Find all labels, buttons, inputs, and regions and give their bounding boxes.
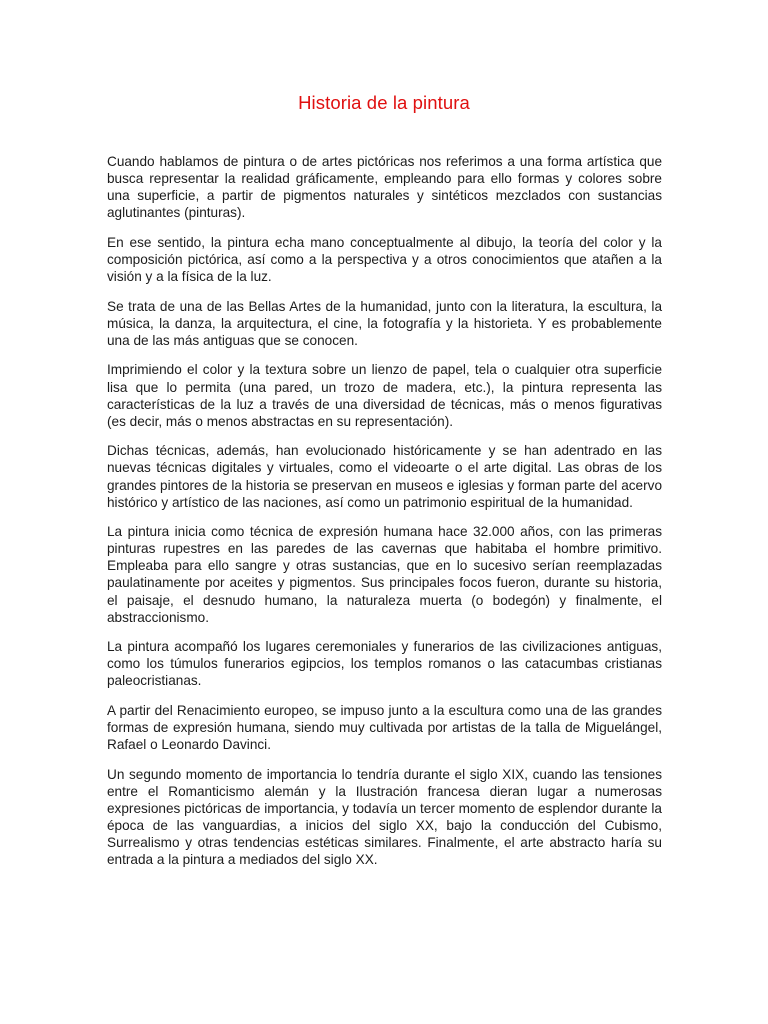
paragraph-4: Imprimiendo el color y la textura sobre un lienzo de papel, tela o cualquier otra superficie lisa que lo permita (una pared, un trozo de madera, etc.), la pintura representa las características de la luz a través de una diversidad de técnicas, más o menos figurativas (es decir, más o menos abstractas en su representación). [107, 362, 662, 429]
paragraph-2: En ese sentido, la pintura echa mano conceptualmente al dibujo, la teoría del color y la composición pictórica, así como a la perspectiva y a otros conocimientos que atañen a la visión y a la física de la luz. [107, 234, 662, 285]
document-title: Historia de la pintura [298, 92, 470, 113]
paragraph-8: A partir del Renacimiento europeo, se impuso junto a la escultura como una de las grandes formas de expresión humana, siendo muy cultivada por artistas de la talla de Miguelángel, Rafael o Leonardo Davinci. [107, 703, 662, 753]
paragraph-5: Dichas técnicas, además, han evolucionado históricamente y se han adentrado en las nuevas técnicas digitales y virtuales, como el videoarte o el arte digital. Las obras de los grandes pintores de la historia se preservan en museos e iglesias y forman parte del acervo histórico y artístico de las naciones, así como un patrimonio espiritual de la humanidad. [107, 443, 662, 510]
paragraph-1: Cuando hablamos de pintura o de artes pictóricas nos referimos a una forma artística que busca representar la realidad gráficamente, empleando para ello formas y colores sobre una superficie, a partir de pigmentos naturales y sintéticos mezclados con sustancias aglutinantes (pinturas). [107, 154, 662, 221]
paragraph-7: La pintura acompañó los lugares ceremoniales y funerarios de las civilizaciones antiguas, como los túmulos funerarios egipcios, los templos romanos o las catacumbas cristianas paleocristianas. [107, 639, 662, 689]
paragraph-3: Se trata de una de las Bellas Artes de la humanidad, junto con la literatura, la escultura, la música, la danza, la arquitectura, el cine, la fotografía y la historieta. Y es probablemente una de las más antiguas que se conocen. [107, 298, 662, 348]
paragraph-6: La pintura inicia como técnica de expresión humana hace 32.000 años, con las primeras pinturas rupestres en las paredes de las cavernas que habitaba el hombre primitivo. Empleaba para ello sangre y otras sustancias, que en lo sucesivo serían reemplazadas paulatinamente por aceites y pigmentos. Sus principales focos fueron, durante su historia, el paisaje, el desnudo humano, la naturaleza muerta (o bodegón) y finalmente, el abstraccionismo. [107, 524, 662, 625]
document-body [107, 153, 662, 881]
paragraph-9: Un segundo momento de importancia lo tendría durante el siglo XIX, cuando las tensiones entre el Romanticismo alemán y la Ilustración francesa dieran lugar a numerosas expresiones pictóricas de importancia, y todavía un tercer momento de esplendor durante la época de las vanguardias, a inicios del siglo XX, bajo la conducción del Cubismo, Surrealismo y otras tendencias estéticas similares. Finalmente, el arte abstracto haría su entrada a la pintura a mediados del siglo XX. [107, 766, 662, 868]
